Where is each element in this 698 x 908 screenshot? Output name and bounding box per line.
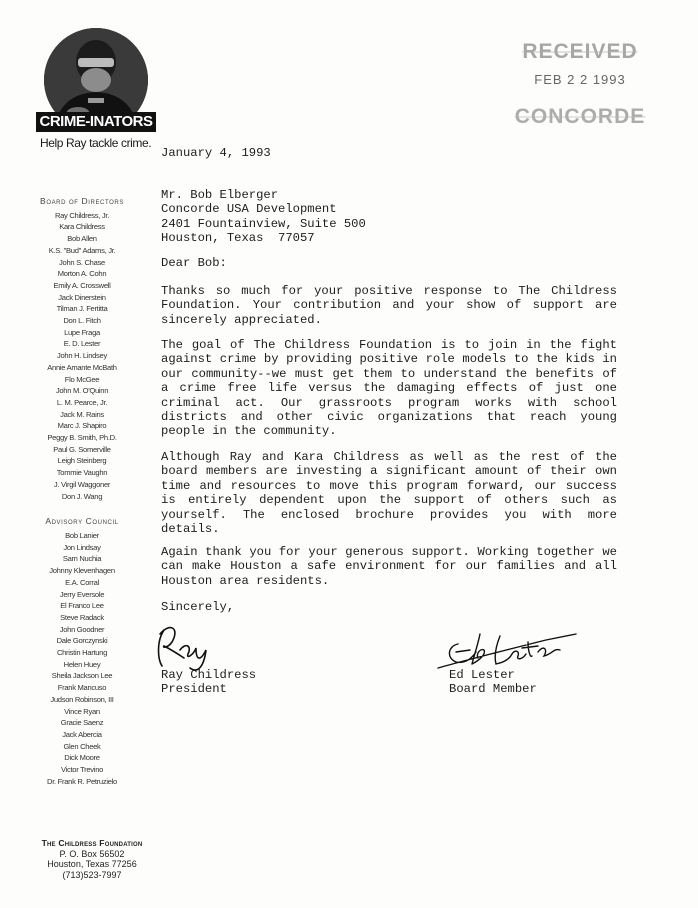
board-list (30, 210, 134, 503)
paragraph-1: Thanks so much for your positive response to The Childress Foundation. Your contribution and your show of support are sincerely appreciated. (161, 284, 617, 327)
foundation-name: The Childress Foundation (41, 838, 143, 848)
paragraph-2: The goal of The Childress Foundation is to join in the fight against crime by providing positive role models to the kids in our community--we must get them to understand the benefits of a crime free life versus the damaging effects of just one criminal act. Our grassroots program works with school districts and other civic organizations that reach young people in the community. (161, 338, 617, 439)
board-member: E. D. Lester (63, 339, 101, 349)
advisory-member: John Goodner (59, 624, 105, 634)
address-line: Mr. Bob Elberger (161, 188, 279, 202)
stamp-company: CONCORDE (514, 105, 646, 128)
signer-ray (161, 668, 256, 697)
address-line: Houston, Texas 77057 (161, 231, 315, 246)
board-member: Tilman J. Fertitta (56, 304, 108, 314)
board-member: John M. O'Quinn (55, 386, 109, 396)
advisory-member: Judson Robinson, III (50, 694, 114, 704)
advisory-member: Glen Cheek (63, 741, 101, 751)
logo-tagline: Help Ray tackle crime. (40, 136, 152, 150)
received-stamp (500, 40, 660, 129)
advisory-member: Dr. Frank R. Petruzielo (47, 776, 117, 786)
board-member: Leigh Steinberg (57, 456, 107, 466)
recipient-address (161, 188, 617, 246)
signer-name: Ed Lester (449, 668, 515, 682)
board-heading: Board of Directors (40, 196, 124, 206)
board-member: Ray Childress, Jr. (54, 210, 110, 220)
board-member: Don L. Fitch (63, 316, 101, 326)
board-member: Don J. Wang (61, 491, 103, 501)
board-member: Lupe Fraga (64, 327, 100, 337)
advisory-member: Sheila Jackson Lee (51, 671, 113, 681)
signer-title: Board Member (449, 682, 537, 697)
board-member: Flo McGee (64, 374, 100, 384)
sidebar-roster (30, 196, 134, 787)
board-member: J. Virgil Waggoner (53, 479, 111, 489)
advisory-member: El Franco Lee (60, 601, 104, 611)
ed-signature (436, 624, 586, 674)
advisory-member: Steve Radack (60, 612, 104, 622)
advisory-member: Jack Abercia (62, 729, 102, 739)
advisory-member: E.A. Corral (65, 577, 99, 587)
advisory-member: Dale Gorczynski (56, 636, 108, 646)
advisory-member: Vince Ryan (64, 706, 100, 716)
board-member: John H. Lindsey (57, 351, 107, 361)
po-box: P. O. Box 56502 (59, 848, 125, 859)
salutation: Dear Bob: (161, 256, 227, 270)
board-member: L. M. Pearce, Jr. (56, 397, 108, 407)
board-member: K.S. "Bud" Adams, Jr. (48, 245, 116, 255)
board-member: Jack M. Rains (60, 409, 104, 419)
advisory-member: Sam Nuchia (62, 554, 102, 564)
board-member: Marc J. Shapiro (57, 421, 107, 431)
foundation-address (30, 838, 154, 880)
advisory-member: Dick Moore (64, 753, 100, 763)
advisory-member: Victor Trevino (60, 765, 104, 775)
signer-title: President (161, 682, 227, 697)
board-member: Peggy B. Smith, Ph.D. (47, 433, 117, 443)
advisory-member: Helen Huey (63, 659, 101, 669)
board-member: Paul G. Somerville (53, 444, 111, 454)
signer-ed (449, 668, 537, 697)
advisory-member: Jon Lindsay (63, 542, 101, 552)
advisory-member: Christin Hartung (56, 648, 108, 658)
board-member: Bob Allen (67, 234, 97, 244)
city-line: Houston, Texas 77256 (47, 859, 137, 869)
board-member: Morton A. Cohn (57, 269, 107, 279)
advisory-member: Jerry Eversole (59, 589, 105, 599)
signer-name: Ray Childress (161, 668, 257, 682)
advisory-list (30, 530, 134, 787)
advisory-member: Gracie Saenz (60, 718, 104, 728)
advisory-member: Johnny Klevenhagen (49, 566, 115, 576)
logo-wordmark: CRIME-INATORS (36, 112, 156, 132)
board-member: Kara Childress (59, 222, 105, 232)
ray-signature (150, 620, 230, 672)
paragraph-4: Again thank you for your generous support. Working together we can make Houston a safe environment for our families and all Houston area residents. (161, 545, 617, 588)
phone: (713)523-7997 (62, 869, 122, 880)
advisory-member: Bob Lanier (65, 530, 99, 540)
stamp-received: RECEIVED (522, 40, 638, 63)
closing: Sincerely, (161, 600, 235, 614)
stamp-date: FEB 2 2 1993 (534, 72, 626, 87)
board-member: Tommie Vaughn (56, 468, 108, 478)
board-member: John S. Chase (59, 257, 105, 267)
advisory-heading: Advisory Council (45, 516, 119, 527)
board-member: Annie Amante McBath (47, 362, 117, 372)
paragraph-3: Although Ray and Kara Childress as well as the rest of the board members are investing a significant amount of their own time and resources to move this program forward, our success is entirely dependent upon the support of others such as yourself. The enclosed brochure provides you with more details. (161, 450, 617, 537)
advisory-member: Frank Mancuso (57, 683, 107, 693)
board-member: Jack Dinerstein (58, 292, 106, 302)
address-line: 2401 Fountainview, Suite 500 (161, 216, 366, 231)
address-line: Concorde USA Development (161, 202, 337, 217)
board-member: Emily A. Crosswell (53, 280, 111, 290)
letter-date: January 4, 1993 (161, 146, 271, 160)
